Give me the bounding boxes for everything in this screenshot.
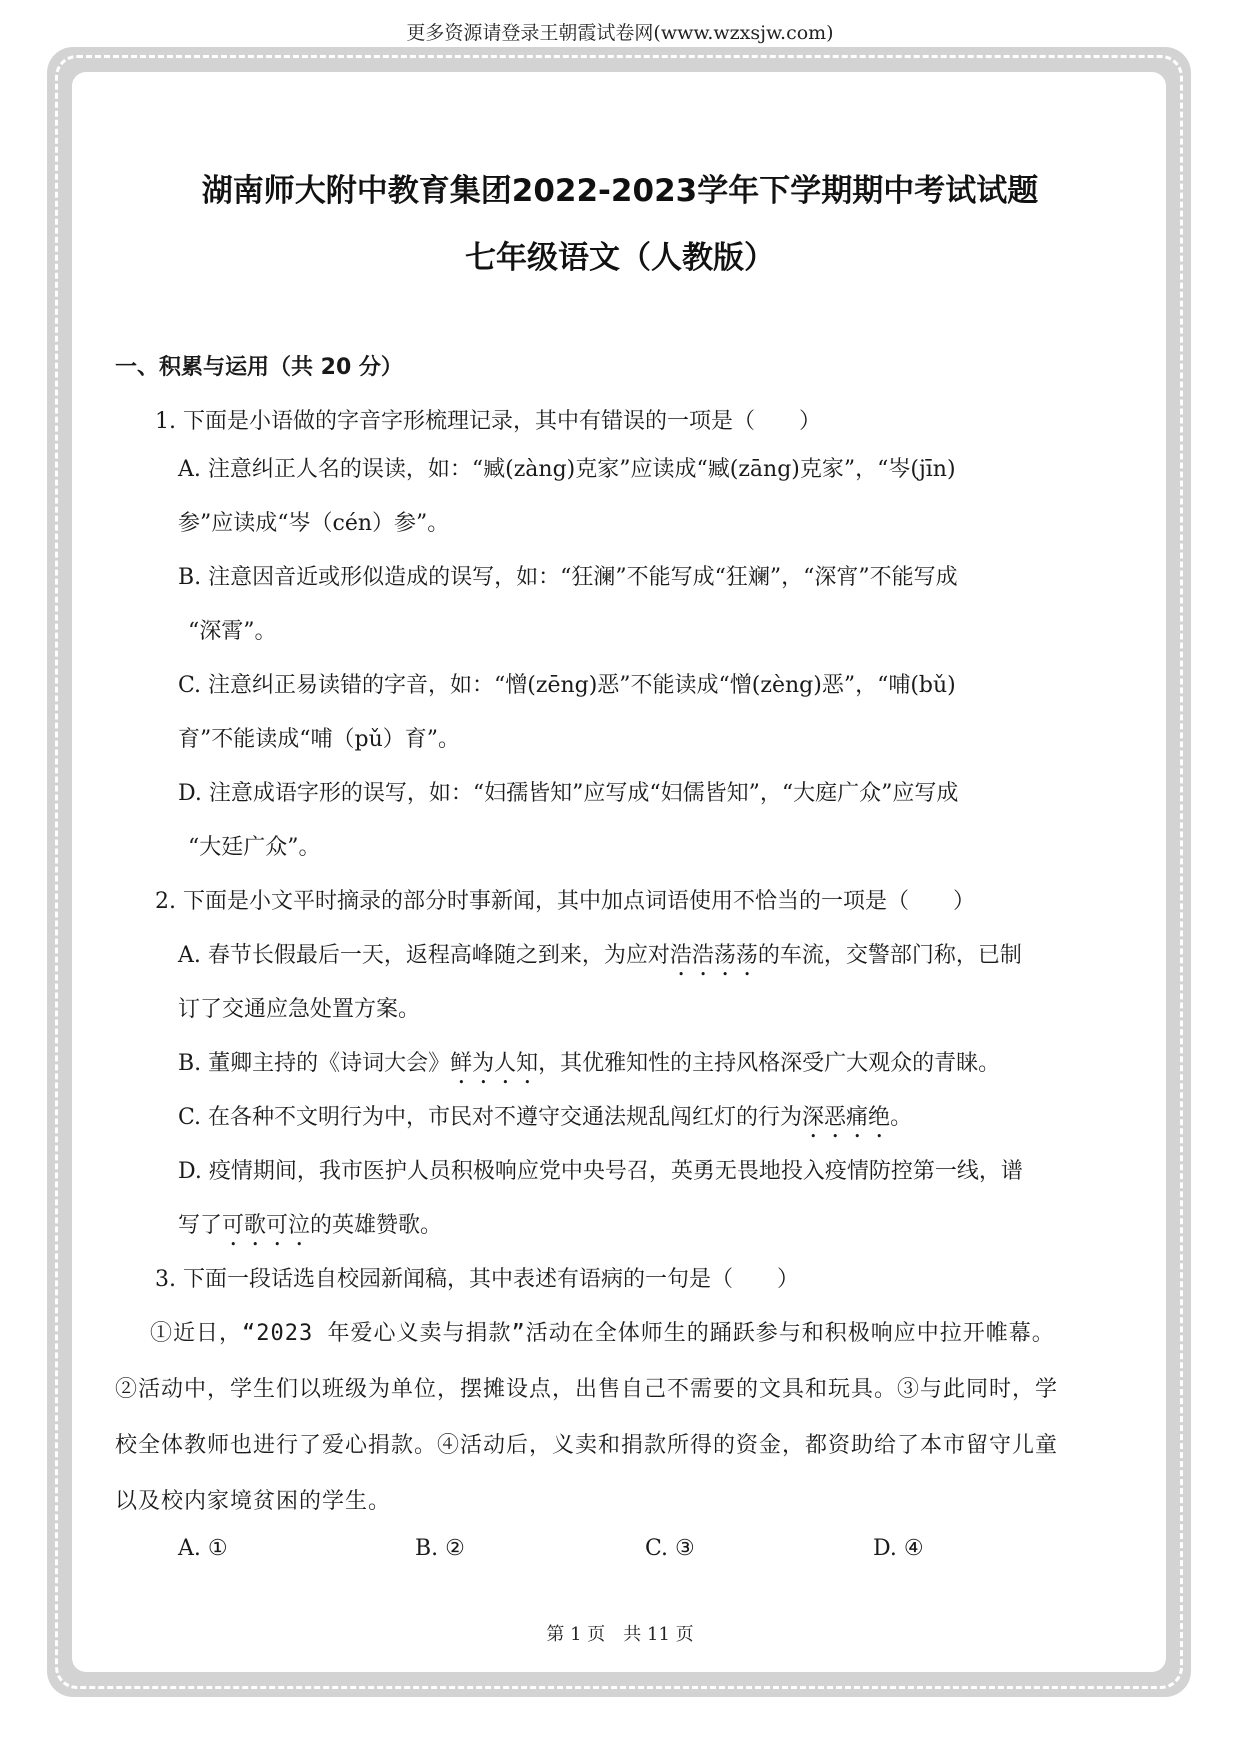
- section-heading: 一、积累与运用（共 20 分）: [115, 355, 403, 380]
- q1-option-a-cont: 参”应读成“岑（cén）参”。: [178, 511, 450, 536]
- q3-passage-line-1: ①近日，“2023 年爱心义卖与捐款”活动在全体师生的踊跃参与和积极响应中拉开帷幕。: [150, 1321, 1055, 1346]
- q3-passage-line-2: ②活动中，学生们以班级为单位，摆摊设点，出售自己不需要的文具和玩具。③与此同时，学: [115, 1377, 1059, 1402]
- header-note: 更多资源请登录王朝霞试卷网(www.wzxsjw.com): [406, 22, 834, 44]
- q2-a-pre: A. 春节长假最后一天，返程高峰随之到来，为应对: [178, 943, 670, 968]
- q1-option-c: C. 注意纠正易读错的字音，如：“憎(zēng)恶”不能读成“憎(zèng)恶”，“哺(bǔ): [178, 673, 956, 698]
- q2-a-emphasis: 浩浩荡荡: [669, 943, 758, 968]
- q2-b-emphasis: 鲜为人知: [450, 1051, 539, 1076]
- exam-title: 湖南师大附中教育集团2022-2023学年下学期期中考试试题: [201, 173, 1039, 209]
- question-3-stem: 3. 下面一段话选自校园新闻稿，其中表述有语病的一句是（ ）: [155, 1267, 799, 1292]
- q3-passage-line-3: 校全体教师也进行了爱心捐款。④活动后，义卖和捐款所得的资金，都资助给了本市留守儿童: [115, 1433, 1059, 1458]
- question-1-stem: 1. 下面是小语做的字音字形梳理记录，其中有错误的一项是（ ）: [155, 409, 821, 434]
- q2-c-post: 。: [890, 1105, 913, 1130]
- q1-option-c-cont: 育”不能读成“哺（pǔ）育”。: [178, 727, 460, 752]
- q2-c-emphasis: 深恶痛绝: [802, 1105, 891, 1130]
- q3-choice-c: C. ③: [645, 1536, 695, 1561]
- q3-passage-line-4: 以及校内家境贫困的学生。: [115, 1489, 392, 1514]
- q2-d-pre: 写了: [178, 1213, 223, 1238]
- q2-option-b: [178, 1046, 1000, 1089]
- q2-a-post: 的车流，交警部门称，已制: [757, 943, 1022, 968]
- q2-option-d: D. 疫情期间，我市医护人员积极响应党中央号召，英勇无畏地投入疫情防控第一线，谱: [178, 1159, 1023, 1184]
- question-2-stem: 2. 下面是小文平时摘录的部分时事新闻，其中加点词语使用不恰当的一项是（ ）: [155, 889, 975, 914]
- q1-option-d-cont: “大廷广众”。: [188, 835, 321, 860]
- q1-option-b-cont: “深霄”。: [188, 619, 277, 644]
- q2-d-post: 的英雄赞歌。: [310, 1213, 443, 1238]
- q2-option-d-cont: [178, 1208, 442, 1251]
- q1-option-a: A. 注意纠正人名的误读，如：“臧(zàng)克家”应读成“臧(zāng)克家”，“岑(jīn): [178, 457, 956, 482]
- q2-option-c: [178, 1100, 912, 1143]
- page-footer: 第 1 页 共 11 页: [546, 1624, 694, 1645]
- q1-option-b: B. 注意因音近或形似造成的误写，如：“狂澜”不能写成“狂斓”，“深宵”不能写成: [178, 565, 958, 590]
- q2-b-post: ，其优雅知性的主持风格深受广大观众的青睐。: [538, 1051, 1001, 1076]
- q3-choice-d: D. ④: [873, 1536, 924, 1561]
- q3-choice-b: B. ②: [415, 1536, 465, 1561]
- q2-d-emphasis: 可歌可泣: [222, 1213, 311, 1238]
- q2-b-pre: B. 董卿主持的《诗词大会》: [178, 1051, 451, 1076]
- q3-choice-a: A. ①: [178, 1536, 228, 1561]
- exam-subtitle: 七年级语文（人教版）: [465, 240, 775, 276]
- q2-option-a: [178, 938, 1022, 981]
- q2-c-pre: C. 在各种不文明行为中，市民对不遵守交通法规乱闯红灯的行为: [178, 1105, 803, 1130]
- q1-option-d: D. 注意成语字形的误写，如：“妇孺皆知”应写成“妇儒皆知”，“大庭广众”应写成: [178, 781, 959, 806]
- q2-option-a-cont: 订了交通应急处置方案。: [178, 997, 421, 1022]
